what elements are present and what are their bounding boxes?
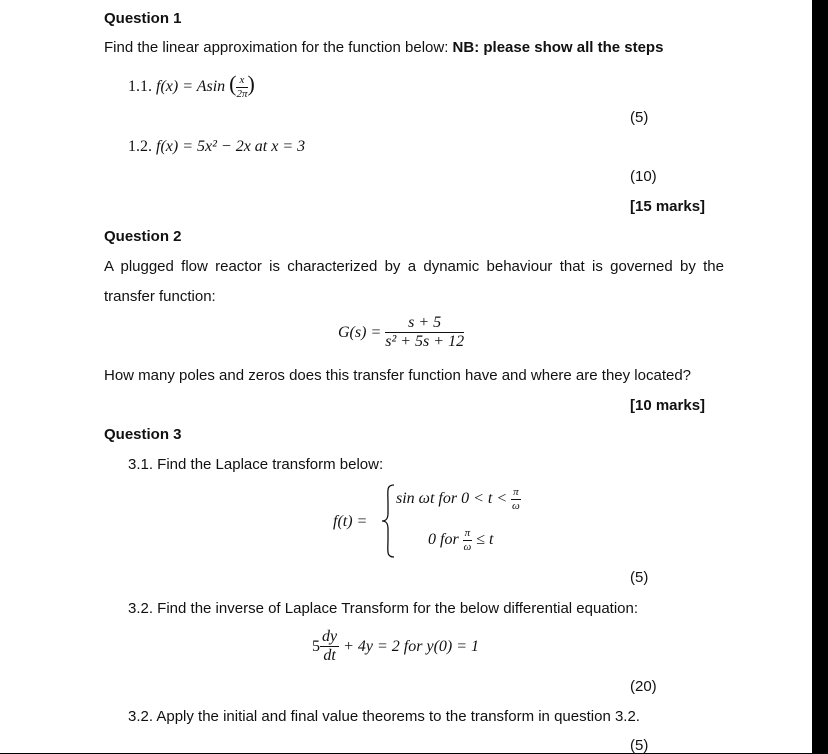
- question-1-heading: Question 1: [104, 10, 182, 27]
- derivative-denominator: dt: [323, 647, 336, 665]
- piecewise-brace: [380, 483, 396, 559]
- piecewise-lhs: f(t) =: [333, 513, 368, 530]
- question-1-intro-text: Find the linear approximation for the function below:: [104, 39, 453, 56]
- question-1-note: NB: please show all the steps: [452, 39, 664, 56]
- transfer-function-lhs: G(s) =: [338, 323, 382, 341]
- fraction-numerator: π: [513, 486, 519, 498]
- question-2-prompt: How many poles and zeros does this transfer function have and where are they located?: [104, 367, 692, 384]
- part-1-1-fraction: [236, 74, 247, 100]
- fraction-denominator: 2π: [236, 87, 248, 100]
- question-1-total: [15 marks]: [630, 198, 706, 215]
- question-2-line-1: A plugged flow reactor is characterized by a dynamic behaviour that is governed by the: [104, 258, 724, 275]
- part-1-1-marks: (5): [630, 109, 649, 126]
- part-3-1-label: 3.1. Find the Laplace transform below:: [128, 456, 384, 473]
- transfer-function-numerator: s + 5: [385, 314, 464, 333]
- part-1-1-expression: f(x) = Asin: [156, 78, 226, 95]
- piecewise-case-2: [428, 527, 493, 553]
- question-2-line-2: transfer function:: [104, 288, 216, 305]
- case-1-fraction: [511, 486, 521, 512]
- fraction-denominator: ω: [511, 499, 520, 512]
- case-2-fraction: [463, 527, 473, 553]
- part-1-2-expression: f(x) = 5x² − 2x at x = 3: [156, 138, 306, 155]
- differential-equation: [312, 628, 479, 666]
- transfer-function-fraction: [385, 314, 464, 352]
- case-2-suffix: ≤ t: [476, 530, 494, 548]
- transfer-function: [338, 314, 464, 352]
- part-1-2-marks: (10): [630, 168, 657, 185]
- derivative-numerator: dy: [320, 628, 339, 647]
- part-1-1: 1.1. f(x) = Asin ( $\frac{x}{2\pi}$ ): [128, 71, 255, 100]
- transfer-function-denominator: s² + 5s + 12: [385, 333, 465, 351]
- piecewise-case-1: [396, 486, 521, 512]
- part-1-2-label: 1.2.: [128, 138, 152, 155]
- question-3-heading: Question 3: [104, 426, 182, 443]
- fraction-numerator: x: [236, 74, 247, 88]
- derivative-fraction: [320, 628, 339, 666]
- part-3-1-marks: (5): [630, 569, 649, 586]
- question-2-heading: Question 2: [104, 228, 182, 245]
- equation-rest: + 4y = 2 for y(0) = 1: [343, 637, 480, 655]
- fraction-numerator: π: [464, 527, 471, 539]
- part-1-2: [128, 138, 305, 156]
- question-1-intro: [104, 39, 663, 56]
- case-1-expression: sin ωt for 0 < t <: [396, 489, 508, 507]
- part-3-3-marks: (5): [630, 737, 649, 754]
- part-3-2-label: 3.2. Find the inverse of Laplace Transform for the below differential equation:: [128, 600, 639, 617]
- part-3-2-marks: (20): [630, 678, 657, 695]
- part-3-3-label: 3.2. Apply the initial and final value theorems to the transform in question 3.2.: [128, 708, 640, 725]
- question-2-total: [10 marks]: [630, 397, 706, 414]
- case-2-prefix: 0 for: [428, 530, 459, 548]
- part-1-1-label: 1.1.: [128, 78, 152, 95]
- fraction-denominator: ω: [463, 540, 472, 553]
- equation-coefficient: 5: [312, 637, 320, 655]
